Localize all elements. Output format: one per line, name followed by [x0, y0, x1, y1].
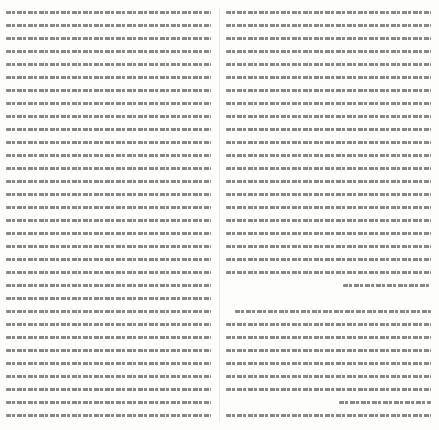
text-line [226, 110, 431, 123]
text-line [226, 279, 431, 292]
text-line [6, 266, 211, 279]
text-line [6, 58, 211, 71]
text-line [226, 32, 431, 45]
text-line [6, 305, 211, 318]
text-line [6, 175, 211, 188]
text-line [226, 58, 431, 71]
text-line [226, 227, 431, 240]
text-line [226, 396, 431, 409]
text-line [6, 136, 211, 149]
text-line [6, 84, 211, 97]
text-line [226, 97, 431, 110]
text-line [226, 6, 431, 19]
text-line [226, 19, 431, 32]
text-line [226, 409, 431, 422]
text-line [226, 331, 431, 344]
text-line [226, 201, 431, 214]
text-line [6, 240, 211, 253]
text-line [6, 318, 211, 331]
text-line [226, 188, 431, 201]
text-line [6, 344, 211, 357]
text-line [6, 227, 211, 240]
text-line [226, 45, 431, 58]
text-line [6, 19, 211, 32]
text-line [226, 175, 431, 188]
text-line [6, 357, 211, 370]
text-line [226, 149, 431, 162]
text-line [6, 253, 211, 266]
text-line [226, 305, 431, 318]
text-line [6, 110, 211, 123]
text-line [6, 383, 211, 396]
text-line [226, 383, 431, 396]
text-line [6, 162, 211, 175]
text-line [226, 123, 431, 136]
text-line [226, 136, 431, 149]
text-line [6, 409, 211, 422]
text-line [226, 357, 431, 370]
text-line [6, 32, 211, 45]
text-line [226, 162, 431, 175]
text-line [226, 214, 431, 227]
column-gutter [219, 8, 220, 422]
text-line [6, 71, 211, 84]
text-line [6, 214, 211, 227]
text-line [226, 71, 431, 84]
text-line [226, 84, 431, 97]
text-line [226, 318, 431, 331]
text-line [6, 422, 211, 424]
text-line [6, 201, 211, 214]
text-column-right [226, 6, 431, 424]
text-line [226, 266, 431, 279]
text-line [6, 396, 211, 409]
text-column-left [6, 6, 211, 424]
text-line [226, 344, 431, 357]
text-line [6, 370, 211, 383]
text-line [6, 97, 211, 110]
text-line [6, 45, 211, 58]
text-line [226, 240, 431, 253]
paragraph-gap [226, 292, 431, 305]
text-line [6, 279, 211, 292]
text-line [6, 331, 211, 344]
text-line [6, 149, 211, 162]
text-line [6, 292, 211, 305]
text-line [6, 123, 211, 136]
text-line [6, 188, 211, 201]
text-line [226, 370, 431, 383]
text-line [226, 422, 431, 424]
text-line [226, 253, 431, 266]
text-line [6, 6, 211, 19]
